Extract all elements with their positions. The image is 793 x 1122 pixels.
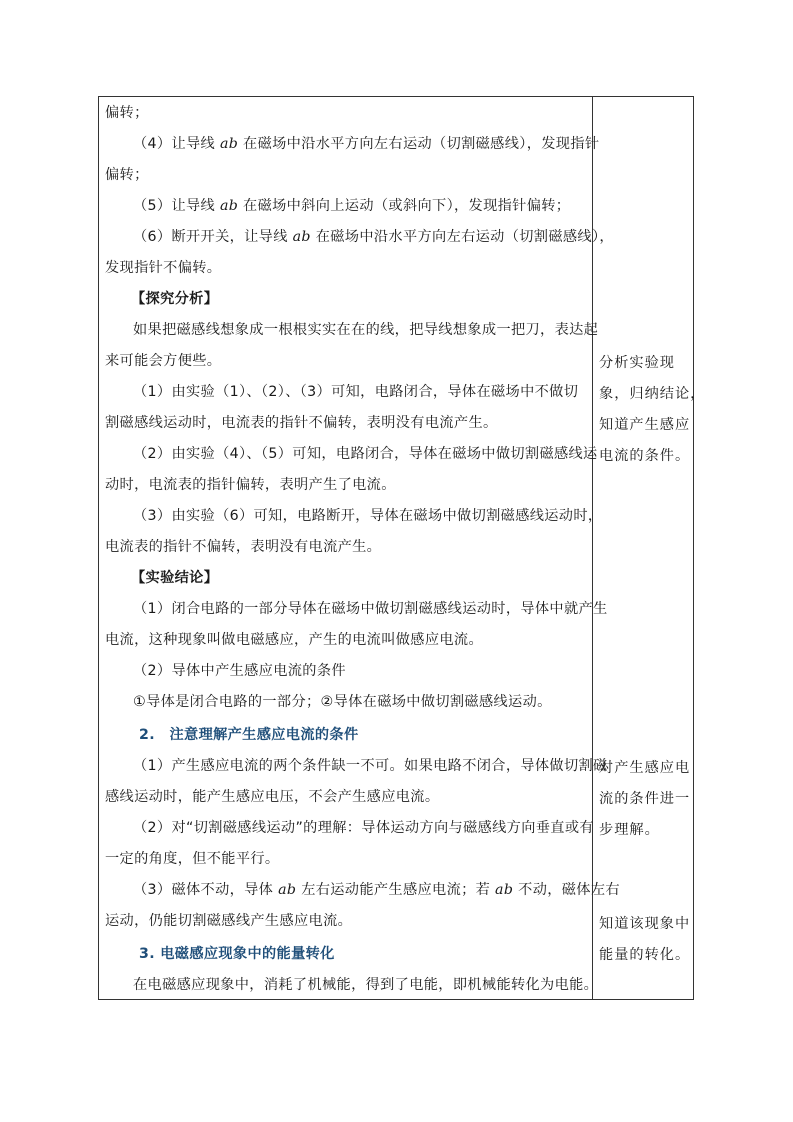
text-line: 在电磁感应现象中，消耗了机械能，得到了电能，即机械能转化为电能。 (133, 977, 599, 993)
text-line: （1）产生感应电流的两个条件缺一不可。如果电路不闭合，导体做切割磁 (133, 758, 608, 774)
text-line: （3）由实验（6）可知，电路断开，导体在磁场中做切割磁感线运动时， (133, 508, 603, 524)
section-heading: 【实验结论】 (131, 570, 219, 586)
text-line: （2）由实验（4）、（5）可知，电路闭合，导体在磁场中做切割磁感线运 (133, 446, 598, 462)
section-heading: 2. 注意理解产生感应电流的条件 (139, 727, 359, 743)
text-line: （1）闭合电路的一部分导体在磁场中做切割磁感线运动时，导体中就产生 (133, 601, 608, 617)
text-line: （3）磁体不动，导体 ab 左右运动能产生感应电流；若 ab 不动，磁体左右 (133, 882, 620, 898)
text-line: 运动，仍能切割磁感线产生感应电流。 (105, 913, 353, 929)
text-line: （2）对“切割磁感线运动”的理解：导体运动方向与磁感线方向垂直或有 (133, 820, 594, 836)
text-line: 偏转； (105, 105, 149, 121)
lesson-table (98, 96, 706, 1000)
text-line: 一定的角度，但不能平行。 (105, 851, 280, 867)
note-line: 电流的条件。 (599, 448, 691, 464)
text-line: 割磁感线运动时，电流表的指针不偏转，表明没有电流产生。 (105, 415, 498, 431)
note-line: 知道产生感应 (599, 417, 691, 433)
note-line: 步理解。 (599, 822, 660, 838)
text-line: （5）让导线 ab 在磁场中斜向上运动（或斜向下），发现指针偏转； (133, 198, 571, 214)
note-line: 能量的转化。 (599, 947, 691, 963)
text-line: 动时，电流表的指针偏转，表明产生了电流。 (105, 477, 396, 493)
text-line: 如果把磁感线想象成一根根实实在在的线，把导线想象成一把刀，表达起 (133, 322, 599, 338)
text-line: 来可能会方便些。 (105, 353, 222, 369)
section-heading: 3. 电磁感应现象中的能量转化 (139, 946, 335, 962)
text-line: （1）由实验（1）、（2）、（3）可知，电路闭合，导体在磁场中不做切 (133, 384, 579, 400)
text-line: （2）导体中产生感应电流的条件 (133, 663, 346, 679)
note-line: 流的条件进一 (599, 791, 691, 807)
text-line: 感线运动时，能产生感应电压，不会产生感应电流。 (105, 789, 440, 805)
text-line: ①导体是闭合电路的一部分；②导体在磁场中做切割磁感线运动。 (133, 694, 552, 710)
text-line: 电流表的指针不偏转，表明没有电流产生。 (105, 539, 382, 555)
text-line: 偏转； (105, 167, 149, 183)
text-line: （6）断开开关，让导线 ab 在磁场中沿水平方向左右运动（切割磁感线）， (133, 229, 614, 245)
note-line: 象，归纳结论， (599, 386, 706, 402)
note-line: 分析实验现 (599, 355, 675, 371)
note-line: 对产生感应电 (599, 760, 691, 776)
note-line: 知道该现象中 (599, 916, 691, 932)
text-line: （4）让导线 ab 在磁场中沿水平方向左右运动（切割磁感线），发现指针 (133, 136, 600, 152)
section-heading: 【探究分析】 (131, 291, 219, 307)
text-line: 发现指针不偏转。 (105, 260, 222, 276)
text-line: 电流，这种现象叫做电磁感应，产生的电流叫做感应电流。 (105, 632, 483, 648)
